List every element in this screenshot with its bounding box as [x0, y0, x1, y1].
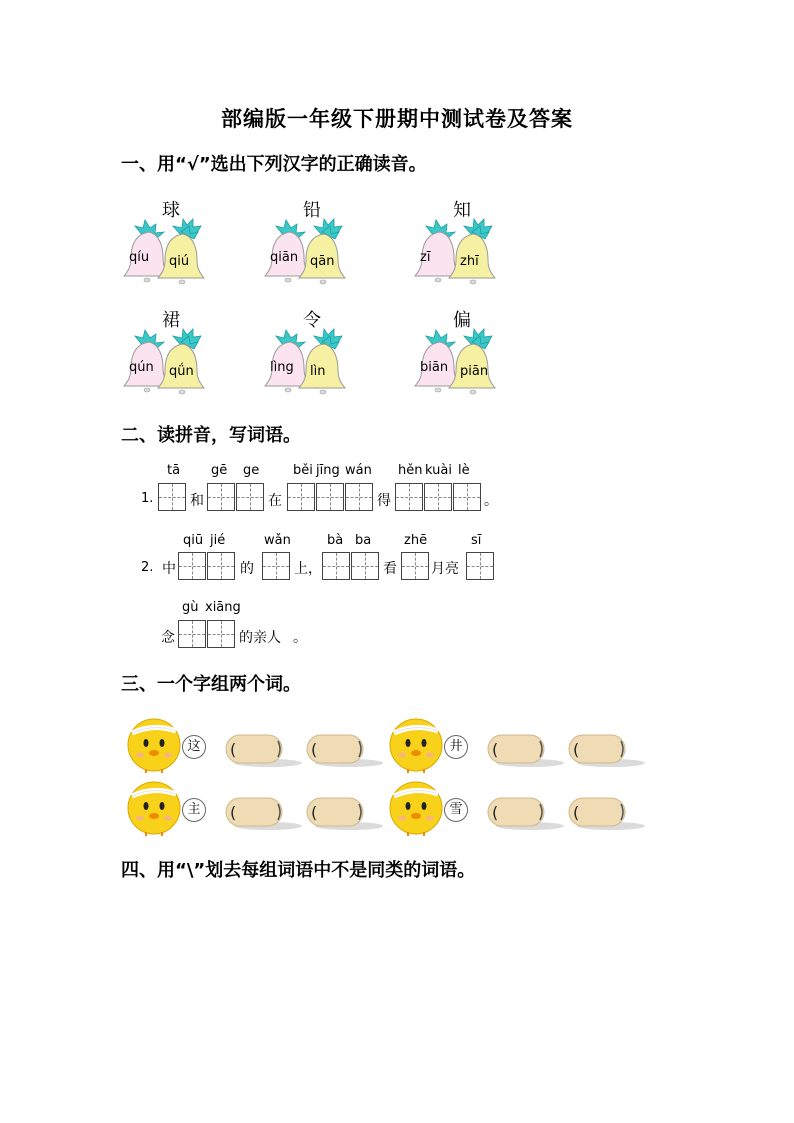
section-3-heading: 三、一个字组两个词。: [121, 674, 301, 695]
given-text: 。: [484, 493, 498, 509]
target-character: 井: [444, 735, 468, 759]
writing-box[interactable]: [345, 483, 373, 511]
question-number: 1.: [141, 491, 154, 506]
target-character: 这: [182, 735, 206, 759]
pinyin-option[interactable]: biān: [420, 360, 449, 375]
question-number: 2.: [141, 560, 154, 575]
bell-pair: [121, 306, 221, 396]
given-text: 念: [161, 630, 175, 646]
answer-capsule[interactable]: [305, 796, 385, 836]
writing-box[interactable]: [453, 483, 481, 511]
target-character: 主: [182, 798, 206, 822]
chick-illustration: [386, 711, 446, 777]
given-text: 得: [377, 493, 391, 509]
pinyin-label: tā: [167, 463, 181, 478]
given-text: 和: [190, 493, 204, 509]
pinyin-option[interactable]: qún: [129, 360, 154, 375]
pinyin-option[interactable]: zī: [420, 250, 431, 265]
writing-box[interactable]: [236, 483, 264, 511]
pinyin-label: hěn: [398, 463, 423, 478]
answer-capsule[interactable]: [486, 796, 566, 836]
bell-pair: [121, 196, 221, 286]
pinyin-label: jīng: [316, 463, 340, 478]
pinyin-label: qiū: [183, 533, 204, 548]
pinyin-label: kuài: [425, 463, 452, 478]
pinyin-option[interactable]: zhī: [460, 254, 479, 269]
writing-box[interactable]: [158, 483, 186, 511]
pinyin-label: xiāng: [205, 600, 241, 615]
given-text: 中: [162, 561, 176, 577]
chick-illustration: [386, 774, 446, 840]
writing-box[interactable]: [322, 552, 350, 580]
writing-box[interactable]: [466, 552, 494, 580]
writing-box[interactable]: [395, 483, 423, 511]
writing-box[interactable]: [351, 552, 379, 580]
pinyin-label: sī: [471, 533, 482, 548]
answer-capsule[interactable]: [567, 733, 647, 773]
target-character: 雪: [444, 798, 468, 822]
bell-character: 裙: [162, 310, 180, 331]
pinyin-label: běi: [293, 463, 313, 478]
open-paren: (: [311, 740, 318, 759]
pinyin-label: bà: [327, 533, 344, 548]
pinyin-label: jié: [210, 533, 226, 548]
pinyin-label: zhē: [404, 533, 428, 548]
writing-box[interactable]: [207, 620, 235, 648]
pinyin-label: ba: [355, 533, 372, 548]
chick-illustration: [124, 711, 184, 777]
answer-capsule[interactable]: [567, 796, 647, 836]
open-paren: (: [492, 803, 499, 822]
pinyin-label: gù: [182, 600, 199, 615]
given-text: 的: [240, 561, 254, 577]
bell-character: 铅: [303, 200, 321, 221]
bell-pair: [262, 306, 362, 396]
pinyin-label: wǎn: [264, 533, 291, 548]
pinyin-option[interactable]: qiān: [270, 250, 299, 265]
page-title: 部编版一年级下册期中测试卷及答案: [221, 106, 573, 131]
pinyin-label: lè: [458, 463, 470, 478]
answer-capsule[interactable]: [224, 796, 304, 836]
pinyin-label: ge: [243, 463, 260, 478]
open-paren: (: [230, 740, 237, 759]
pinyin-option[interactable]: lìng: [270, 360, 294, 375]
writing-box[interactable]: [424, 483, 452, 511]
given-text: 。: [293, 630, 307, 646]
writing-box[interactable]: [207, 552, 235, 580]
open-paren: (: [573, 803, 580, 822]
bell-character: 偏: [453, 310, 471, 331]
chick-illustration: [124, 774, 184, 840]
given-text: 在: [268, 493, 282, 509]
pinyin-option[interactable]: qǘn: [169, 364, 194, 379]
pinyin-label: gē: [211, 463, 228, 478]
bell-pair: [412, 306, 512, 396]
bell-pair: [412, 196, 512, 286]
section-2-heading: 二、读拼音，写词语。: [121, 425, 301, 446]
pinyin-option[interactable]: qíu: [129, 250, 150, 265]
given-text: 上，: [294, 561, 322, 577]
given-text: 月亮: [431, 561, 459, 577]
bell-character: 令: [303, 310, 321, 331]
open-paren: (: [230, 803, 237, 822]
writing-box[interactable]: [262, 552, 290, 580]
bell-pair: [262, 196, 362, 286]
pinyin-option[interactable]: qān: [310, 254, 335, 269]
pinyin-label: wán: [345, 463, 372, 478]
open-paren: (: [573, 740, 580, 759]
bell-character: 球: [162, 200, 180, 221]
bell-character: 知: [453, 200, 471, 221]
pinyin-option[interactable]: lìn: [310, 364, 326, 379]
section-1-heading: 一、用“√”选出下列汉字的正确读音。: [121, 154, 427, 175]
open-paren: (: [492, 740, 499, 759]
given-text: 看: [383, 561, 397, 577]
given-text: 的亲人: [239, 630, 281, 646]
writing-box[interactable]: [287, 483, 315, 511]
answer-capsule[interactable]: [305, 733, 385, 773]
writing-box[interactable]: [178, 552, 206, 580]
answer-capsule[interactable]: [486, 733, 566, 773]
pinyin-option[interactable]: piān: [460, 364, 489, 379]
writing-box[interactable]: [316, 483, 344, 511]
pinyin-option[interactable]: qiú: [169, 254, 190, 269]
section-4-heading: 四、用“\”划去每组词语中不是同类的词语。: [121, 860, 476, 881]
writing-box[interactable]: [401, 552, 429, 580]
writing-box[interactable]: [207, 483, 235, 511]
answer-capsule[interactable]: [224, 733, 304, 773]
writing-box[interactable]: [178, 620, 206, 648]
open-paren: (: [311, 803, 318, 822]
